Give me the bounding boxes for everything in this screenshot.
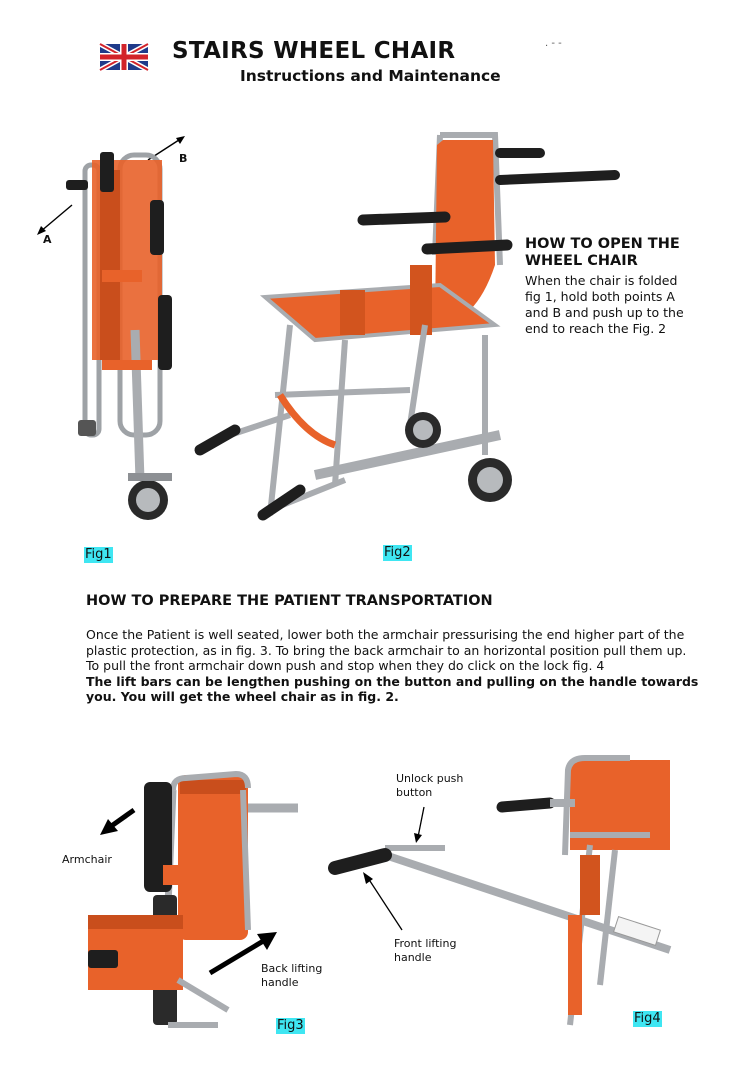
document-title: STAIRS WHEEL CHAIR: [172, 38, 456, 64]
prepare-paragraph: Once the Patient is well seated, lower both the armchair pressurising the end higher part of the plastic protection, as in fig. 3. To bring the back armchair to an horizontal position pull them up.: [86, 627, 687, 658]
open-text-line: When the chair is folded: [525, 273, 678, 288]
prepare-section-body: [86, 627, 706, 705]
arrow-a-icon: [37, 205, 72, 235]
prepare-paragraph: To pull the front armchair down push and stop when they do click on the lock fig. 4: [86, 658, 605, 673]
fig2-label: Fig2: [384, 545, 411, 560]
open-section-text: [525, 273, 735, 337]
unlock-line1: Unlock push: [396, 772, 464, 785]
fig2-open-chair-image: [195, 125, 525, 525]
open-heading-line2: WHEEL CHAIR: [525, 253, 638, 269]
open-heading-line1: HOW TO OPEN THE: [525, 236, 680, 252]
open-text-line: and B and push up to the: [525, 305, 684, 320]
unlock-button-callout: [396, 772, 463, 800]
document-subtitle: Instructions and Maintenance: [240, 67, 501, 85]
open-section-heading: [525, 236, 725, 270]
header-dots: . - -: [545, 38, 562, 49]
front-lifting-callout: [394, 937, 456, 965]
arrow-a-label: A: [43, 233, 52, 246]
fig1-label: Fig1: [85, 547, 112, 562]
prepare-section-heading: HOW TO PREPARE THE PATIENT TRANSPORTATION: [86, 593, 493, 609]
back-lifting-callout: [261, 962, 322, 990]
fig3-label: Fig3: [277, 1018, 304, 1033]
unlock-button-arrow-icon: [410, 805, 430, 845]
unlock-line2: button: [396, 786, 433, 799]
front-lifting-line1: Front lifting: [394, 937, 457, 950]
prepare-paragraph-bold: The lift bars can be lengthen pushing on the button and pulling on the handle towards you. You will get the wheel chair as in fig. 2.: [86, 673, 699, 704]
armchair-callout: Armchair: [62, 853, 112, 866]
open-text-line: end to reach the Fig. 2: [525, 321, 667, 336]
front-lifting-arrow-icon: [360, 870, 410, 935]
armchair-arrow-icon: [98, 807, 138, 837]
arrow-b-label: B: [179, 152, 188, 165]
back-lifting-line1: Back lifting: [261, 962, 323, 975]
front-lifting-line2: handle: [394, 951, 432, 964]
back-lifting-line2: handle: [261, 976, 299, 989]
uk-flag-icon: [100, 44, 148, 70]
fig4-label: Fig4: [634, 1011, 661, 1026]
open-text-line: fig 1, hold both points A: [525, 289, 675, 304]
